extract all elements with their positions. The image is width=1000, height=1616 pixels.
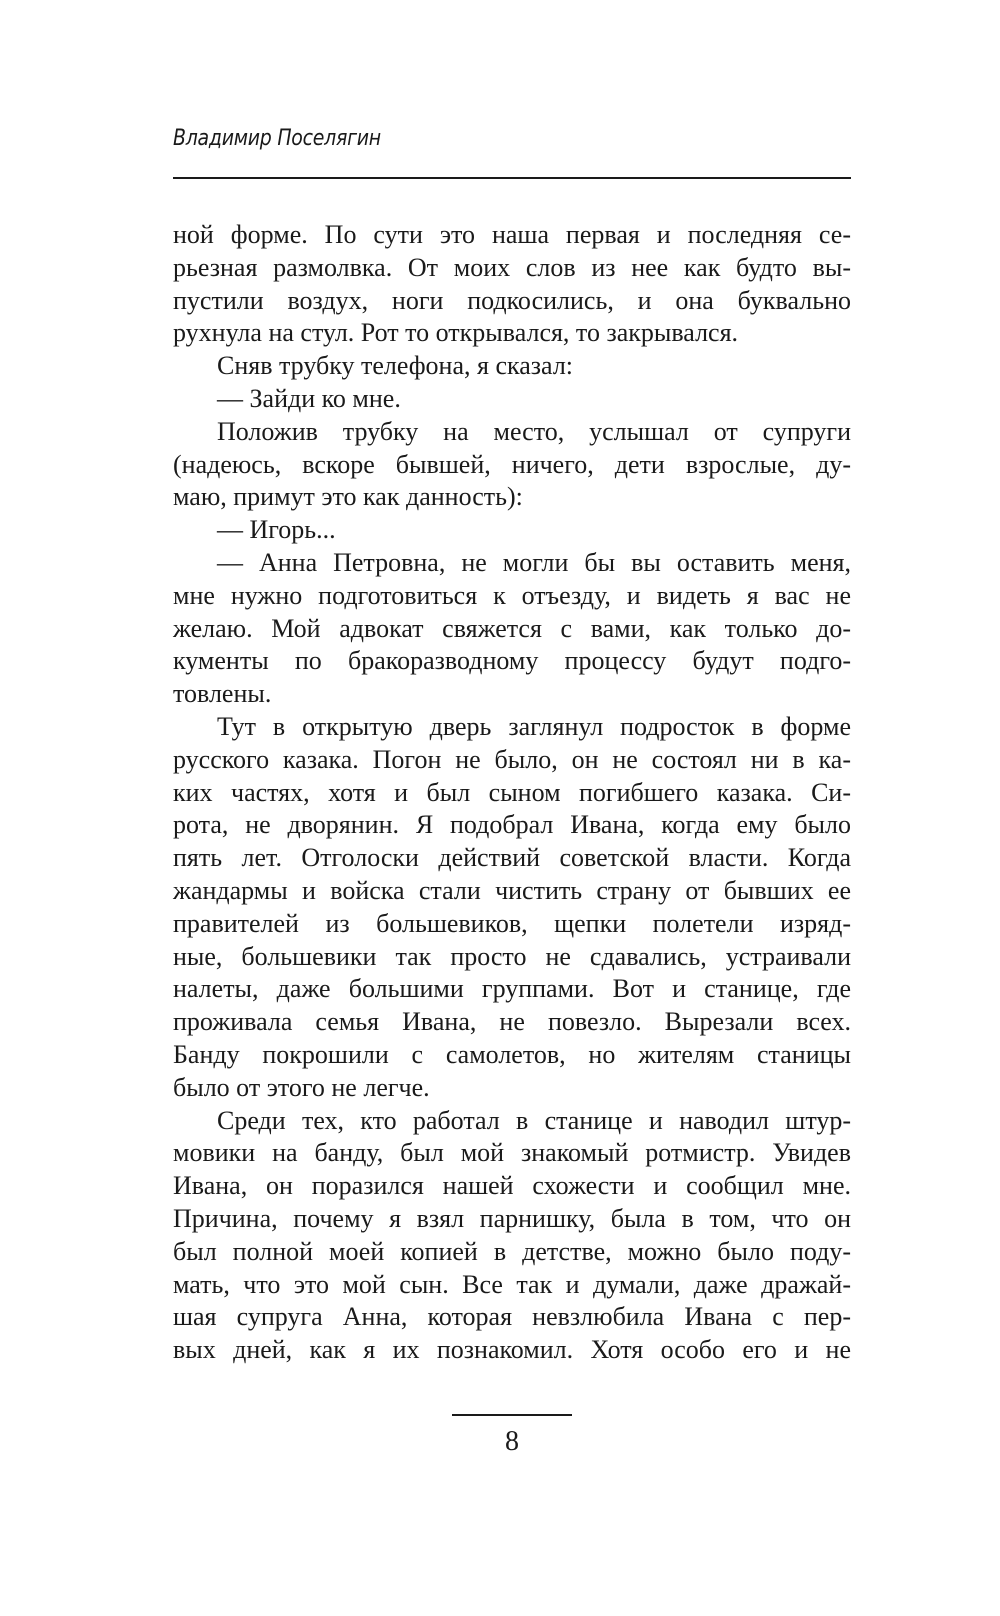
text-line: ные, большевики так просто не сдавались, устраивали xyxy=(173,941,851,971)
text-line: Сняв трубку телефона, я сказал: xyxy=(217,351,574,381)
text-line: жандармы и войска стали чистить страну от бывших ее xyxy=(173,875,851,905)
text-line: проживала семья Ивана, не повезло. Вырезали всех. xyxy=(173,1007,851,1037)
text-line: — Зайди ко мне. xyxy=(217,383,401,413)
text-line: Положив трубку на место, услышал от супруги xyxy=(217,416,851,446)
text-line: правителей из большевиков, щепки полетели изряд- xyxy=(173,908,851,938)
text-line: ной форме. По сути это наша первая и последняя се- xyxy=(173,220,851,249)
text-line: налеты, даже большими группами. Вот и станице, где xyxy=(173,974,851,1004)
text-line: мовики на банду, был мой знакомый ротмистр. Увидев xyxy=(173,1138,851,1168)
text-line: кументы по бракоразводному процессу будут подго- xyxy=(173,646,851,676)
text-line: маю, примут это как данность): xyxy=(173,482,523,512)
page-number: 8 xyxy=(505,1426,519,1457)
text-line: — Анна Петровна, не могли бы вы оставить меня, xyxy=(217,547,851,577)
text-line: желаю. Мой адвокат свяжется с вами, как только до- xyxy=(173,613,851,643)
running-head-author: Владимир Поселягин xyxy=(173,126,381,151)
text-line: рьезная размолвка. От моих слов из нее как будто вы- xyxy=(173,252,851,282)
text-line: Тут в открытую дверь заглянул подросток в форме xyxy=(217,711,851,741)
text-line: Ивана, он поразился нашей схожести и сообщил мне. xyxy=(173,1171,851,1201)
text-line: (надеюсь, вскоре бывшей, ничего, дети взрослые, ду- xyxy=(173,449,851,479)
text-line: Среди тех, кто работал в станице и наводил штур- xyxy=(217,1105,851,1135)
text-line: пустили воздух, ноги подкосились, и она буквально xyxy=(173,285,851,315)
text-line: русского казака. Погон не было, он не состоял ни в ка- xyxy=(173,744,851,774)
text-line: рухнула на стул. Рот то открывался, то закрывался. xyxy=(173,318,739,348)
text-line: вых дней, как я их познакомил. Хотя особо его и не xyxy=(173,1335,851,1365)
body-text xyxy=(173,219,851,1367)
text-line: мать, что это мой сын. Все так и думали, даже дражай- xyxy=(173,1269,851,1299)
text-line: — Игорь... xyxy=(217,515,336,545)
text-line: пять лет. Отголоски действий советской власти. Когда xyxy=(173,843,851,873)
text-line: было от этого не легче. xyxy=(173,1072,430,1102)
text-line: Причина, почему я взял парнишку, была в том, что он xyxy=(173,1203,851,1233)
text-line: ких частях, хотя и был сыном погибшего казака. Си- xyxy=(173,777,851,807)
text-line: мне нужно подготовиться к отъезду, и видеть я вас не xyxy=(173,580,851,610)
text-line: Банду покрошили с самолетов, но жителям станицы xyxy=(173,1039,851,1069)
text-line: товлены. xyxy=(173,679,272,709)
footer-rule xyxy=(452,1414,572,1416)
text-line: был полной моей копией в детстве, можно было поду- xyxy=(173,1236,851,1266)
header-rule xyxy=(173,177,851,179)
text-line: шая супруга Анна, которая невзлюбила Ивана с пер- xyxy=(173,1302,851,1332)
text-line: рота, не дворянин. Я подобрал Ивана, когда ему было xyxy=(173,810,851,840)
